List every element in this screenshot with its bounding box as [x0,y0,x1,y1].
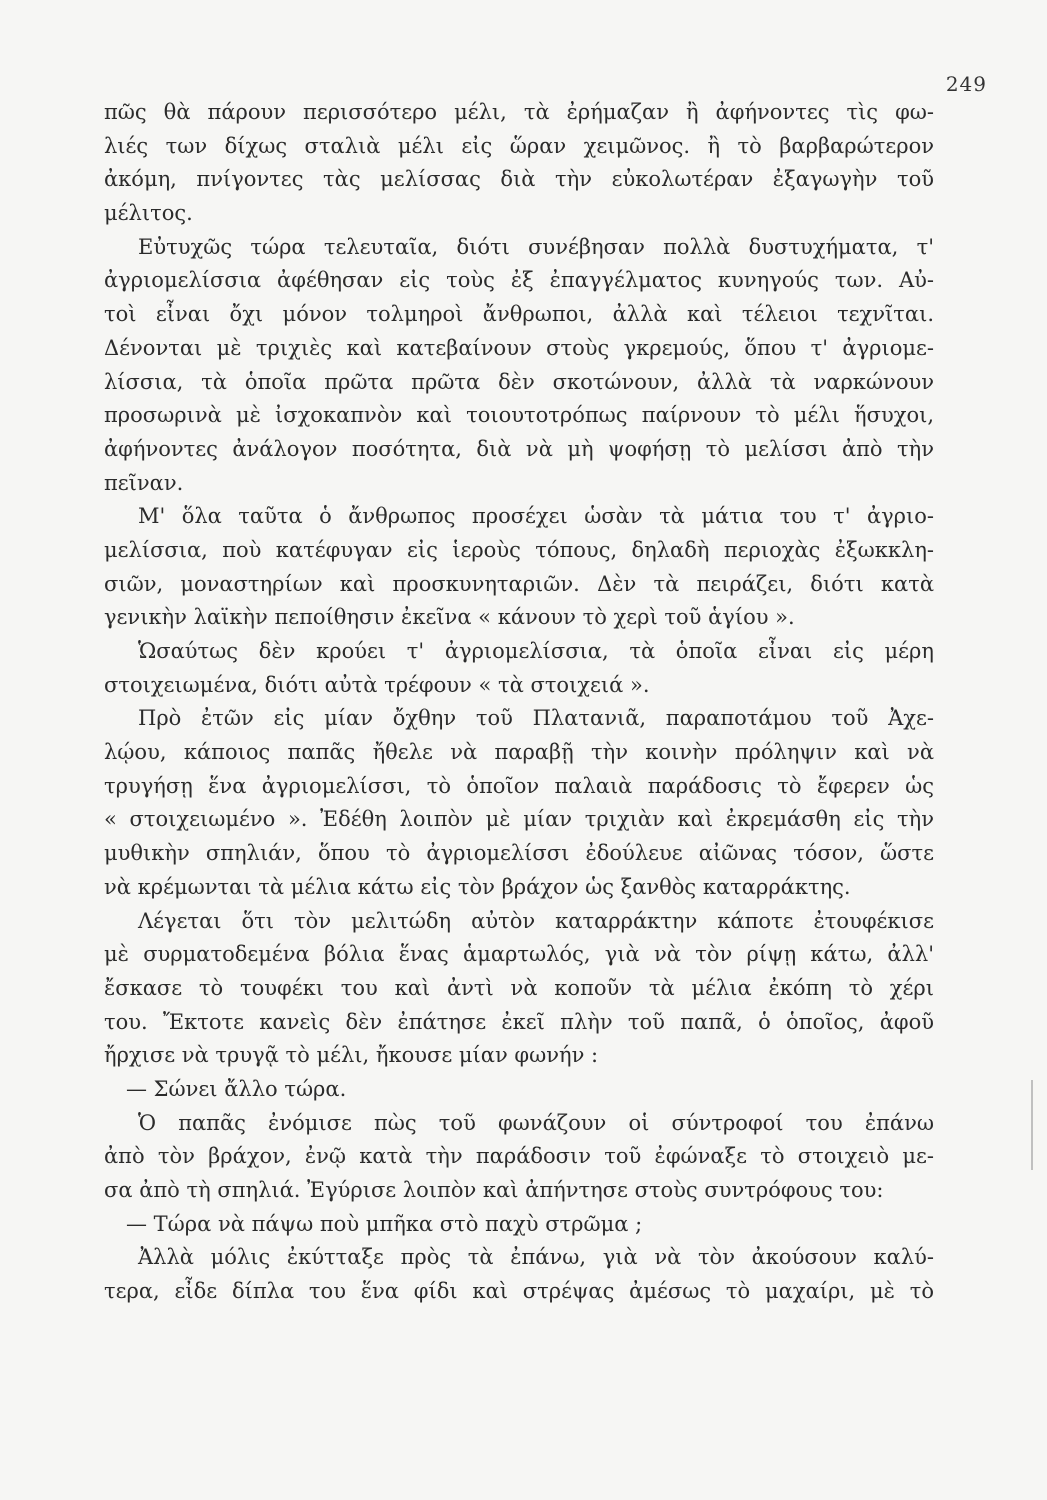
text-line: Μ' ὅλα ταῦτα ὁ ἄνθρωπος προσέχει ὡσὰν τὰ μάτια του τ' ἀγριο- [138,504,934,529]
text-line: πῶς θὰ πάρουν περισσότερο μέλι, τὰ ἐρήμαζαν ἢ ἀφήνοντες τὶς φω- [104,100,934,124]
page-number: 249 [945,72,987,96]
text-line: προσωρινὰ μὲ ἰσχοκαπνὸν καὶ τοιουτοτρόπως παίρνουν τὸ μέλι ἥσυχοι, [104,403,934,428]
text-line: Εὐτυχῶς τώρα τελευταῖα, διότι συνέβησαν πολλὰ δυστυχήματα, τ' [138,234,934,259]
text-line: γενικὴν λαϊκὴν πεποίθησιν ἐκεῖνα « κάνουν τὸ χερὶ τοῦ ἁγίου ». [104,605,795,630]
scan-edge-mark [1031,1080,1033,1170]
text-line: — Σώνει ἄλλο τώρα. [126,1076,347,1101]
text-line: ἀκόμη, πνίγοντες τὰς μελίσσας διὰ τὴν εὐκολωτέραν ἐξαγωγὴν τοῦ [104,167,934,192]
text-line: λιές των δίχως σταλιὰ μέλι εἰς ὥραν χειμῶνος. ἢ τὸ βαρβαρώτερον [104,133,934,158]
text-line: λίσσια, τὰ ὁποῖα πρῶτα πρῶτα δὲν σκοτώνουν, ἀλλὰ τὰ ναρκώνουν [104,369,934,394]
text-line: — Τώρα νὰ πάψω ποὺ μπῆκα στὸ παχὺ στρῶμα ; [126,1211,643,1236]
text-line: τρυγήσῃ ἕνα ἀγριομελίσσι, τὸ ὁποῖον παλαιὰ παράδοσις τὸ ἔφερεν ὡς [104,773,934,798]
text-line: σιῶν, μοναστηρίων καὶ προσκυνηταριῶν. Δὲν τὰ πειράζει, διότι κατὰ [104,571,934,596]
text-line: νὰ κρέμωνται τὰ μέλια κάτω εἰς τὸν βράχον ὡς ξανθὸς καταρράκτης. [104,874,851,899]
text-line: στοιχειωμένα, διότι αὐτὰ τρέφουν « τὰ στοιχειά ». [104,672,650,697]
body-text [104,96,934,1309]
text-line: πεῖναν. [104,470,184,495]
text-line: τοὶ εἶναι ὄχι μόνον τολμηροὶ ἄνθρωποι, ἀλλὰ καὶ τέλειοι τεχνῖται. [104,302,934,327]
text-line: Δένονται μὲ τριχιὲς καὶ κατεβαίνουν στοὺς γκρεμούς, ὅπου τ' ἀγριομε- [104,335,934,360]
text-line: Πρὸ ἐτῶν εἰς μίαν ὄχθην τοῦ Πλατανιᾶ, παραποτάμου τοῦ Ἀχε- [138,706,934,731]
text-line: μυθικὴν σπηλιάν, ὅπου τὸ ἀγριομελίσσι ἐδούλευε αἰῶνας τόσον, ὥστε [104,841,934,866]
text-line: « στοιχειωμένο ». Ἐδέθη λοιπὸν μὲ μίαν τριχιὰν καὶ ἐκρεμάσθη εἰς τὴν [104,807,934,832]
text-line: μὲ συρματοδεμένα βόλια ἕνας ἁμαρτωλός, γιὰ νὰ τὸν ρίψῃ κάτω, ἀλλ' [104,942,934,967]
text-line: μέλιτος. [104,201,193,226]
text-line: σα ἀπὸ τὴ σπηλιά. Ἐγύρισε λοιπὸν καὶ ἀπήντησε στοὺς συντρόφους του: [104,1178,884,1202]
text-line: μελίσσια, ποὺ κατέφυγαν εἰς ἱεροὺς τόπους, δηλαδὴ περιοχὰς ἐξωκκλη- [104,537,934,562]
text-line: ἀγριομελίσσια ἀφέθησαν εἰς τοὺς ἐξ ἐπαγγέλματος κυνηγούς των. Αὐ- [104,268,934,293]
text-line: λῴου, κάποιος παπᾶς ἤθελε νὰ παραβῇ τὴν κοινὴν πρόληψιν καὶ νὰ [104,740,934,765]
text-line: Ὁ παπᾶς ἐνόμισε πὼς τοῦ φωνάζουν οἱ σύντροφοί του ἐπάνω [138,1110,934,1135]
text-line: ἀπὸ τὸν βράχον, ἐνῷ κατὰ τὴν παράδοσιν τοῦ ἐφώναξε τὸ στοιχειὸ με- [104,1144,934,1169]
text-line: Ἀλλὰ μόλις ἐκύτταξε πρὸς τὰ ἐπάνω, γιὰ νὰ τὸν ἀκούσουν καλύ- [138,1245,934,1270]
text-line: ἀφήνοντες ἀνάλογον ποσότητα, διὰ νὰ μὴ ψοφήσῃ τὸ μελίσσι ἀπὸ τὴν [104,436,934,461]
text-line: ἔσκασε τὸ τουφέκι του καὶ ἀντὶ νὰ κοποῦν τὰ μέλια ἐκόπη τὸ χέρι [104,975,934,1000]
text-line: του. Ἔκτοτε κανεὶς δὲν ἐπάτησε ἐκεῖ πλὴν τοῦ παπᾶ, ὁ ὁποῖος, ἀφοῦ [104,1009,934,1034]
text-line: τερα, εἶδε δίπλα του ἕνα φίδι καὶ στρέψας ἀμέσως τὸ μαχαίρι, μὲ τὸ [104,1279,934,1304]
text-line: Λέγεται ὅτι τὸν μελιτώδη αὐτὸν καταρράκτην κάποτε ἐτουφέκισε [138,908,934,933]
text-line: Ὡσαύτως δὲν κρούει τ' ἀγριομελίσσια, τὰ ὁποῖα εἶναι εἰς μέρη [138,639,934,663]
text-line: ἤρχισε νὰ τρυγᾷ τὸ μέλι, ἤκουσε μίαν φωνήν : [104,1043,599,1068]
